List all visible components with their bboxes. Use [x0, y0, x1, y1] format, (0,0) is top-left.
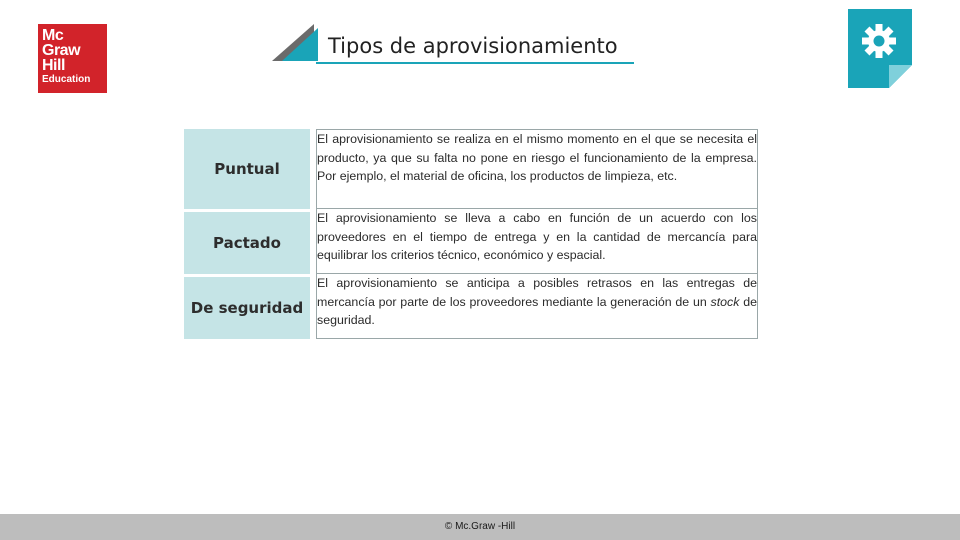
- title-header: [272, 24, 636, 64]
- row-label: Puntual: [184, 129, 310, 209]
- row-description: El aprovisionamiento se lleva a cabo en función de un acuerdo con los proveedores en el tiempo de entrega y en la cantidad de mercancía para equilibrar los criterios técnico, económico y espacial.: [316, 209, 758, 274]
- description-emphasis: stock: [710, 294, 740, 309]
- logo-line-3: Hill: [42, 57, 65, 74]
- title-underline: [316, 62, 634, 64]
- supply-types-table: [184, 129, 758, 339]
- row-label: Pactado: [184, 209, 310, 274]
- description-text-end: de seguridad.: [317, 294, 757, 327]
- logo-line-2: Graw: [42, 42, 81, 59]
- row-description: [316, 274, 758, 339]
- mcgraw-hill-logo: [38, 24, 107, 93]
- footer-bar: [0, 514, 960, 540]
- page-title: Tipos de aprovisionamiento: [328, 34, 618, 58]
- table-row: [184, 129, 758, 209]
- row-description: El aprovisionamiento se realiza en el mismo momento en el que se necesita el producto, ya que su falta no pone en riesgo el funcionamiento de la empresa. Por ejemplo, el material de oficina, los productos de limpieza, etc.: [316, 129, 758, 209]
- table-row: [184, 209, 758, 274]
- gear-icon: [848, 9, 912, 88]
- description-text: El aprovisionamiento se anticipa a posibles retrasos en las entregas de mercancía por parte de los proveedores mediante la generación de un: [317, 276, 757, 309]
- title-triangle-decoration: [272, 24, 332, 64]
- row-label: De seguridad: [184, 274, 310, 339]
- logo-line-4: Education: [42, 74, 91, 85]
- logo-line-1: Mc: [42, 27, 64, 44]
- copyright-text: © Mc.Graw -Hill: [444, 521, 516, 532]
- table-row: [184, 274, 758, 339]
